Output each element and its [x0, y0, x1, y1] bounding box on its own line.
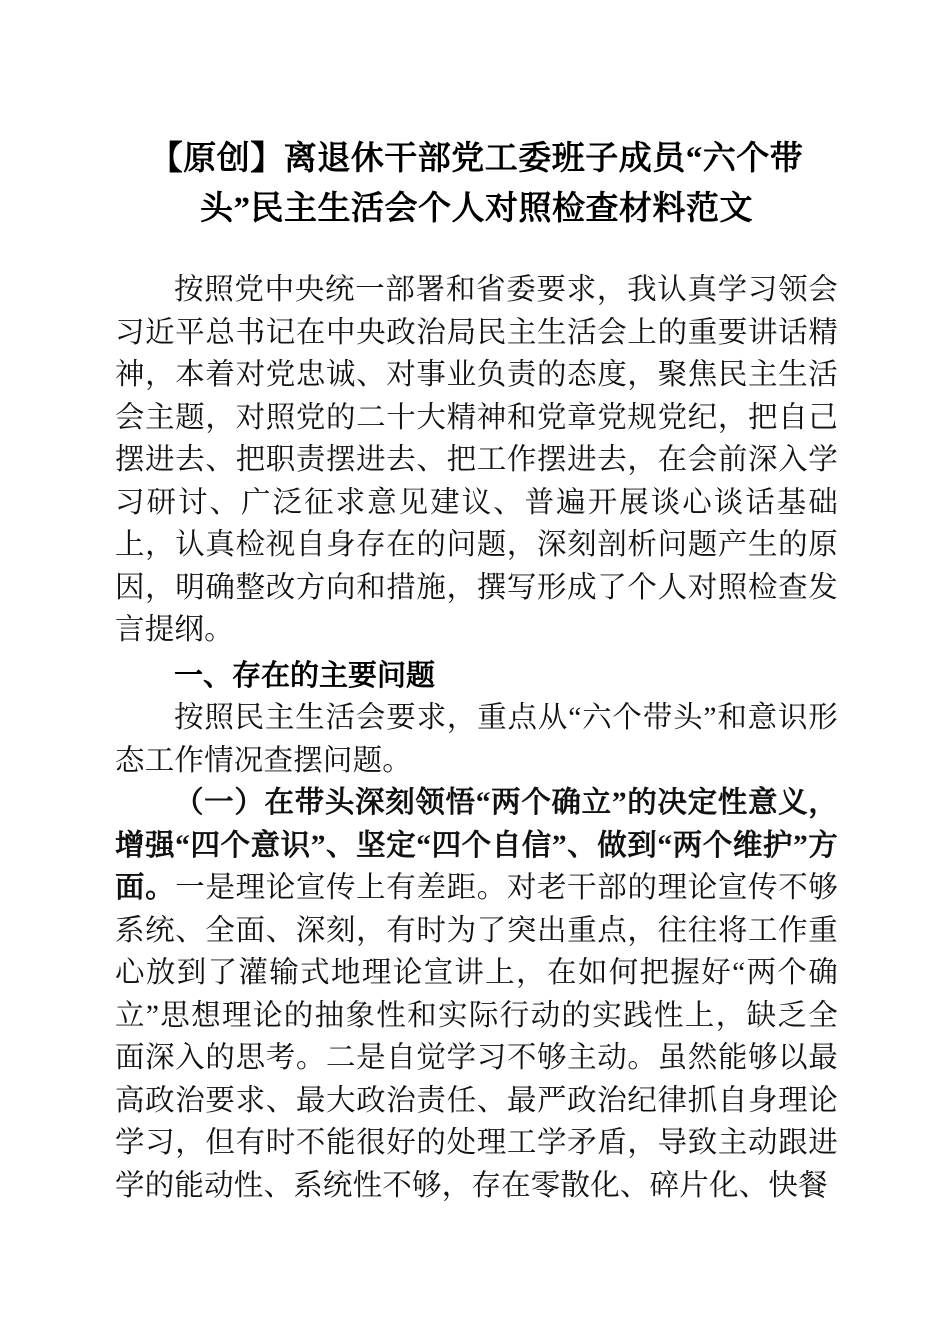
item-one-body: 一是理论宣传上有差距。对老干部的理论宣传不够系统、全面、深刻，有时为了突出重点，往往将工作重心放到了灌输式地理论宣讲上，在如何把握好“两个确立”思想理论的抽象性和实际行动的实践性上，缺乏全面深入的思考。二是自觉学习不够主动。虽然能够以最高政治要求、最大政治责任、最严政治纪律抓自身理论学习，但有时不能很好的处理工学矛盾，导致主动跟进学的能动性、系统性不够，存在零散化、碎片化、快餐 [115, 872, 838, 1202]
section-heading-one: 一、存在的主要问题 [174, 659, 436, 692]
page-title: 【原创】离退休干部党工委班子成员“六个带头”民主生活会个人对照检查材料范文 [149, 141, 804, 227]
intro-paragraph: 按照党中央统一部署和省委要求，我认真学习领会习近平总书记在中央政治局民主生活会上的重要讲话精神，本着对党忠诚、对事业负责的态度，聚焦民主生活会主题，对照党的二十大精神和党章党规党纪，把自己摆进去、把职责摆进去、把工作摆进去，在会前深入学习研讨、广泛征求意见建议、普遍开展谈心谈话基础上，认真检视自身存在的问题，深刻剖析问题产生的原因，明确整改方向和措施，撰写形成了个人对照检查发言提纲。 [115, 274, 838, 646]
item-one-paragraph [115, 782, 838, 1207]
document-content [115, 0, 838, 1207]
item-one-lead: （一）在带头深刻领悟“两个确立”的决定性意义，增强“四个意识”、坚定“四个自信”、做到“两个维护”方面。 [115, 787, 838, 904]
section-one-intro-paragraph: 按照民主生活会要求，重点从“六个带头”和意识形态工作情况查摆问题。 [115, 702, 838, 777]
